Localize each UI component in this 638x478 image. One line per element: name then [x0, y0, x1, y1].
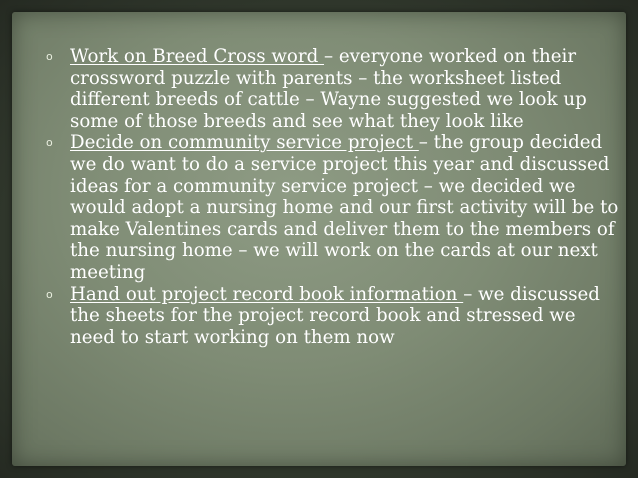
item-topic: Hand out project record book information: [70, 283, 464, 305]
list-item: [44, 284, 624, 349]
list-item: [44, 132, 624, 283]
item-text: – we discussed the sheets for the project record book and stressed we need to start working on them now: [70, 283, 600, 348]
bullet-icon: o: [46, 136, 53, 150]
slide-panel: [12, 12, 626, 466]
bullet-list: [44, 46, 624, 348]
item-text: – the group decided we do want to do a service project this year and discussed ideas for a community service project – we decided we would adopt a nursing home and our first activity will be to make Valentines cards and deliver them to the members of the nursing home – we will work on the cards at our next meeting: [70, 132, 619, 283]
bullet-icon: o: [46, 50, 53, 63]
item-text: – everyone worked on their crossword puzzle with parents – the worksheet listed different breeds of cattle – Wayne suggested we look up some of those breeds and see what they look like: [70, 46, 587, 132]
list-item: [44, 46, 624, 132]
item-topic: Work on Breed Cross word: [70, 46, 325, 67]
item-topic: Decide on community service project: [70, 132, 419, 154]
bullet-icon: o: [46, 287, 53, 301]
